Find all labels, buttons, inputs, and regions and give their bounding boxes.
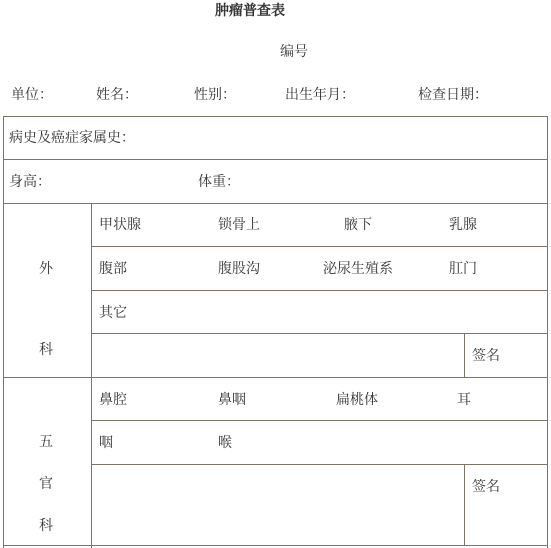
item-nasopharynx: 鼻咽 [218,392,246,408]
item-supraclavicular: 锁骨上 [218,217,260,233]
item-ear: 耳 [457,392,471,408]
ent-signature-label: 签名 [472,479,500,495]
surgery-signature-label: 签名 [472,348,500,364]
row-divider [91,290,548,291]
surgery-side-label: 科 [39,342,53,358]
height-label: 身高： [9,174,51,190]
ent-side-label: 五 [39,434,53,450]
field-birth-label: 出生年月： [285,87,355,103]
row-divider [91,246,548,247]
item-abdomen: 腹部 [99,261,127,277]
item-breast: 乳腺 [449,217,477,233]
row-divider [91,420,548,421]
item-tonsil: 扁桃体 [336,392,378,408]
item-pharynx: 咽 [99,435,113,451]
item-axilla: 腋下 [344,217,372,233]
row-divider [91,464,548,465]
item-nasal-cavity: 鼻腔 [99,392,127,408]
item-larynx: 喉 [218,435,232,451]
item-anus: 肛门 [449,261,477,277]
side-label-divider [91,203,92,548]
item-groin: 腹股沟 [218,261,260,277]
ent-side-label: 官 [39,476,53,492]
surgery-side-label: 外 [39,261,53,277]
form-title: 肿瘤普查表 [215,3,285,19]
table-top-border [3,116,548,117]
history-label: 病史及癌症家属史： [9,130,135,146]
weight-label: 体重： [198,174,240,190]
section-divider [3,377,548,378]
item-other: 其它 [99,305,127,321]
row-divider [91,333,548,334]
field-exam-date-label: 检查日期： [418,87,488,103]
row-divider [3,203,548,204]
field-name-label: 姓名： [96,87,138,103]
ent-side-label: 科 [39,518,53,534]
table-left-border [3,116,4,548]
table-right-border [547,116,548,548]
field-unit-label: 单位： [11,87,53,103]
item-urogenital: 泌尿生殖系 [323,261,393,277]
table-bottom-border [3,545,548,546]
item-thyroid: 甲状腺 [99,217,141,233]
row-divider [3,159,548,160]
number-label: 编号 [280,44,308,60]
signature-divider [464,333,465,377]
signature-divider [464,464,465,546]
field-sex-label: 性别： [194,87,236,103]
